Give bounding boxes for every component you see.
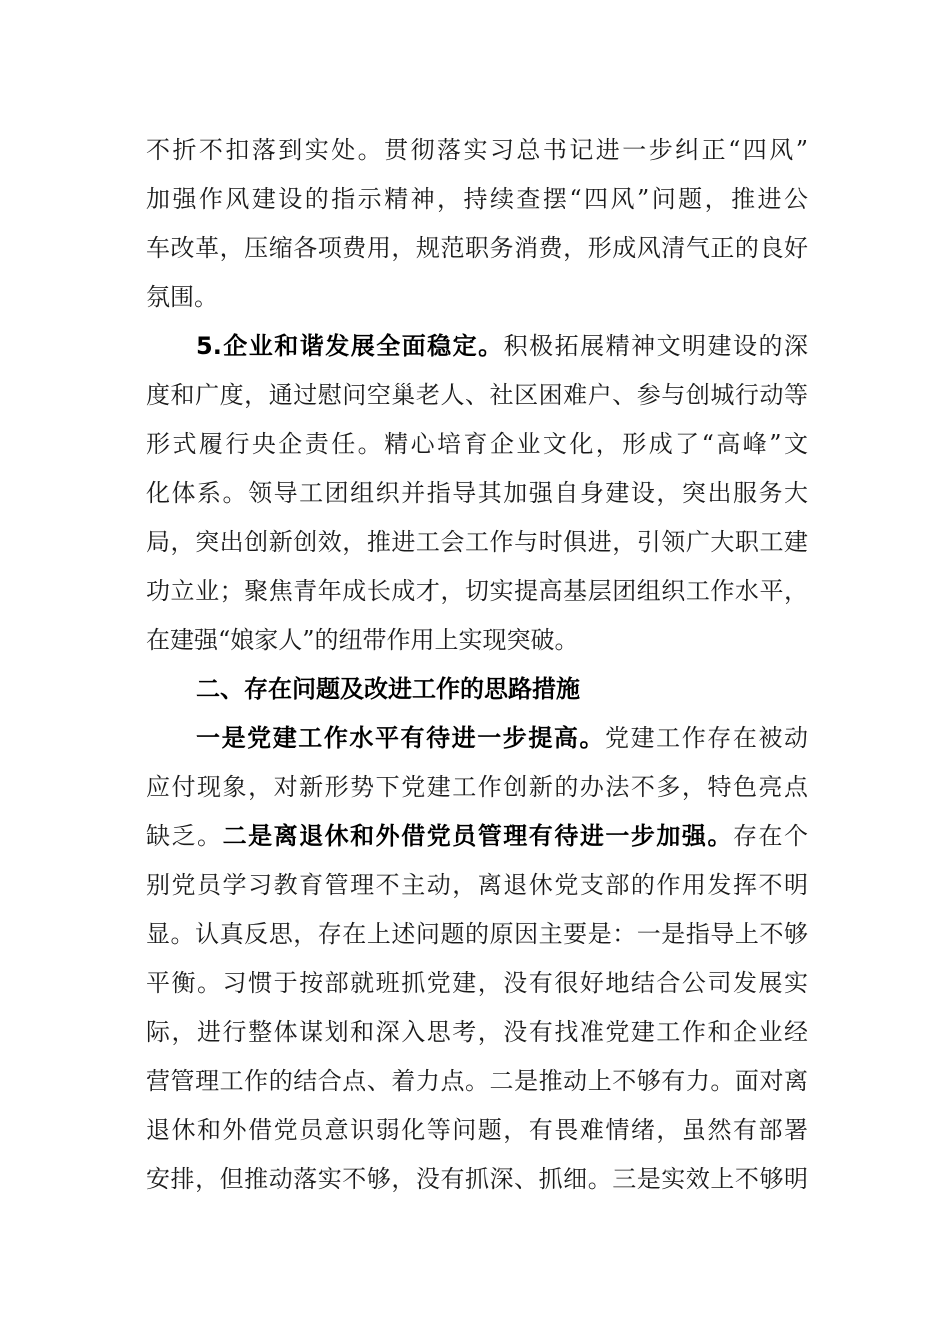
text-run: 安排，但推动落实不够，没有抓深、抓细。三是实效上不够明 — [146, 1165, 808, 1193]
text-run: 缺乏。 — [146, 822, 223, 850]
section-heading — [146, 665, 808, 714]
text-run: 平衡。习惯于按部就班抓党建，没有很好地结合公司发展实 — [146, 969, 808, 997]
text-line — [146, 763, 808, 812]
paragraph — [146, 322, 808, 665]
text-line — [146, 371, 808, 420]
text-run: 加强作风建设的指示精神，持续查摆“四风”问题，推进公 — [146, 185, 808, 213]
text-line — [146, 714, 808, 763]
text-run: 营管理工作的结合点、着力点。二是推动上不够有力。面对离 — [146, 1067, 808, 1095]
text-line — [146, 224, 808, 273]
text-line — [146, 469, 808, 518]
section-heading-text: 二、存在问题及改进工作的思路措施 — [196, 675, 580, 703]
text-line — [146, 665, 808, 714]
text-line — [146, 812, 808, 861]
text-run: 退休和外借党员意识弱化等问题，有畏难情绪，虽然有部署 — [146, 1116, 808, 1144]
text-line — [146, 616, 808, 665]
text-line — [146, 518, 808, 567]
text-run: 别党员学习教育管理不主动，离退休党支部的作用发挥不明 — [146, 871, 808, 899]
text-line — [146, 959, 808, 1008]
point-heading-inline: 二是离退休和外借党员管理有待进一步加强。 — [222, 822, 733, 850]
text-line — [146, 420, 808, 469]
text-run: 应付现象，对新形势下党建工作创新的办法不多，特色亮点 — [146, 773, 808, 801]
text-run: 局，突出创新创效，推进工会工作与时俱进，引领广大职工建 — [146, 528, 808, 556]
document-body — [146, 126, 808, 1204]
text-run: 氛围。 — [146, 283, 218, 311]
text-line — [146, 1155, 808, 1204]
text-run: 化体系。领导工团组织并指导其加强自身建设，突出服务大 — [146, 479, 808, 507]
paragraph — [146, 126, 808, 322]
text-run: 党建工作存在被动 — [605, 724, 808, 752]
text-line — [146, 910, 808, 959]
text-run: 际，进行整体谋划和深入思考，没有找准党建工作和企业经 — [146, 1018, 808, 1046]
text-run: 功立业；聚焦青年成长成才，切实提高基层团组织工作水平， — [146, 577, 808, 605]
text-line — [146, 567, 808, 616]
text-run: 度和广度，通过慰问空巢老人、社区困难户、参与创城行动等 — [146, 381, 808, 409]
text-line — [146, 1008, 808, 1057]
text-line — [146, 1106, 808, 1155]
text-line — [146, 861, 808, 910]
text-run: 不折不扣落到实处。贯彻落实习总书记进一步纠正“四风” — [146, 136, 808, 164]
point-heading-inline: 一是党建工作水平有待进一步提高。 — [196, 724, 606, 752]
text-line — [146, 175, 808, 224]
paragraph — [146, 714, 808, 1204]
text-run: 存在个 — [732, 822, 808, 850]
text-run: 形式履行央企责任。精心培育企业文化，形成了“高峰”文 — [146, 430, 808, 458]
text-run: 在建强“娘家人”的纽带作用上实现突破。 — [146, 626, 579, 654]
text-run: 积极拓展精神文明建设的深 — [503, 332, 808, 360]
text-line — [146, 322, 808, 371]
text-run: 车改革，压缩各项费用，规范职务消费，形成风清气正的良好 — [146, 234, 808, 262]
text-run: 显。认真反思，存在上述问题的原因主要是：一是指导上不够 — [146, 920, 808, 948]
text-line — [146, 1057, 808, 1106]
text-line — [146, 273, 808, 322]
section-heading-inline: 5.企业和谐发展全面稳定。 — [196, 332, 504, 360]
text-line — [146, 126, 808, 175]
